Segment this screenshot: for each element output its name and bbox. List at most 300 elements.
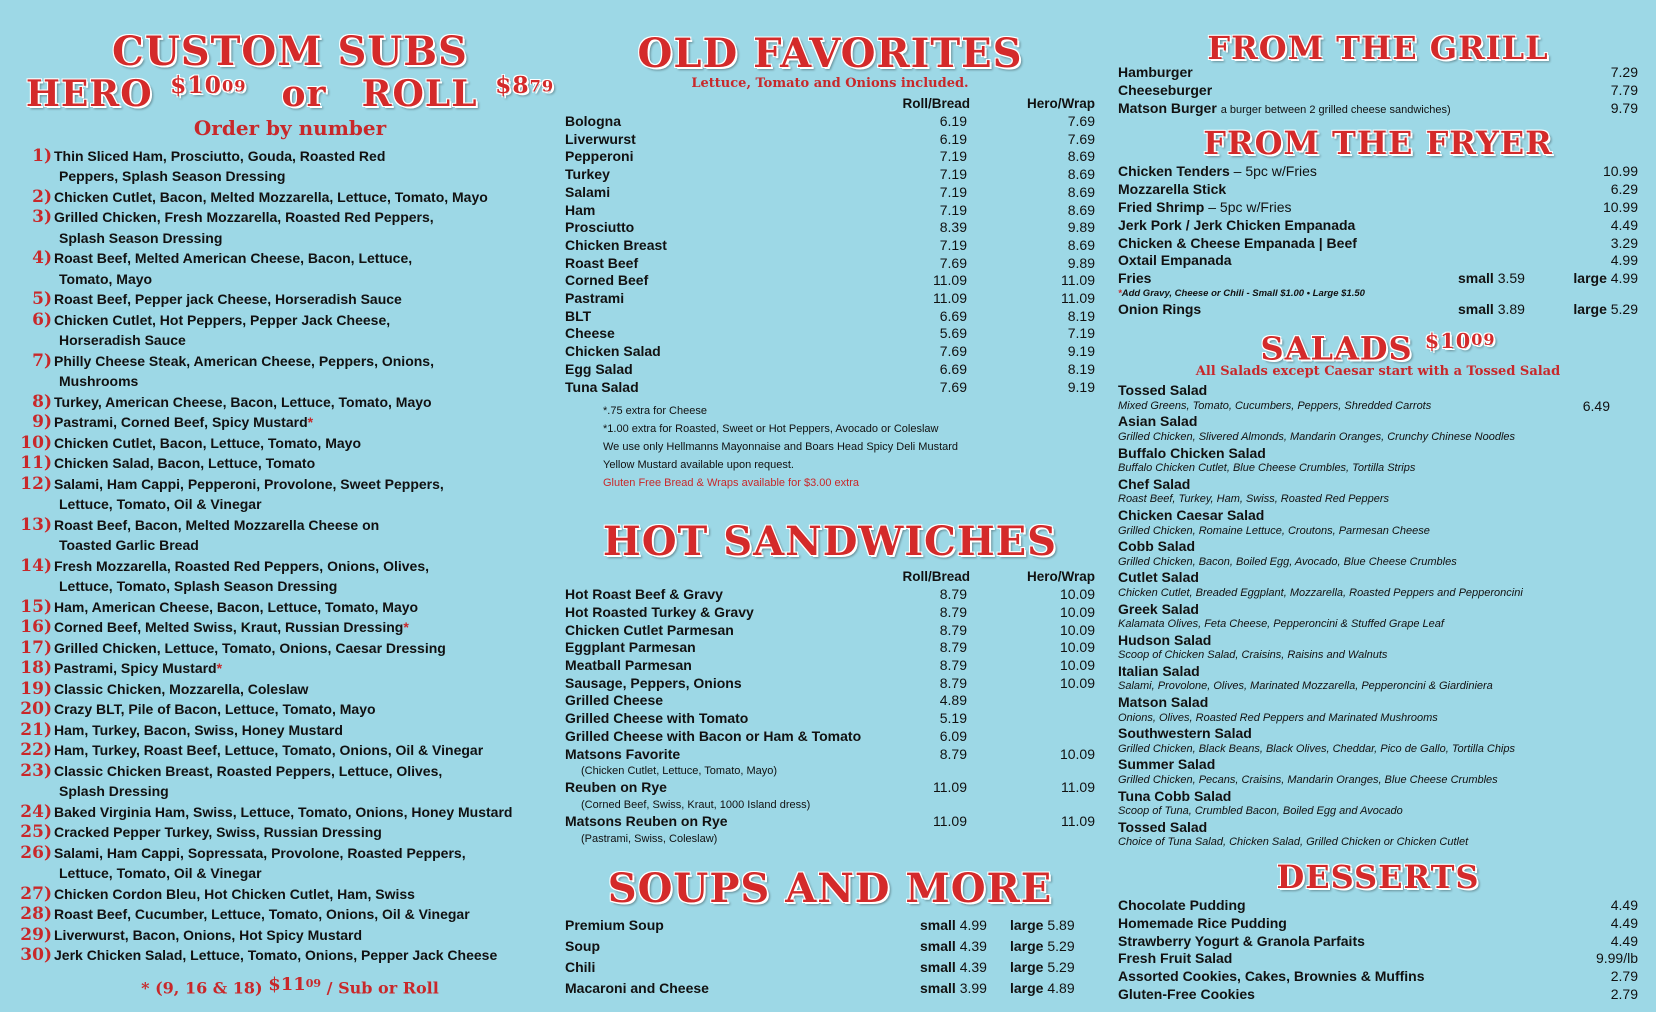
hot-sandwiches-header <box>565 568 1095 586</box>
sub-number: 10) <box>20 432 52 453</box>
salad-desc-row <box>1118 804 1638 820</box>
footer-prefix: * (9, 16 & 18) <box>141 978 263 998</box>
custom-subs-footer <box>20 974 560 998</box>
hot-sandwich-roll-price: 6.09 <box>939 727 967 744</box>
sub-item-line <box>20 330 560 351</box>
hot-sandwich-row <box>565 779 1095 797</box>
footer-suffix: / Sub or Roll <box>326 978 439 998</box>
sub-star: * <box>403 619 409 636</box>
salad-desc: Scoop of Tuna, Crumbled Bacon, Boiled Egg and Avocado <box>1118 805 1403 818</box>
soup-large <box>1010 936 1095 957</box>
old-fav-hero-price: 7.69 <box>1067 113 1095 129</box>
sub-number: 29) <box>20 924 52 945</box>
footer-cents: 09 <box>305 976 322 990</box>
salad-name-row <box>1118 570 1638 586</box>
salad-desc: Grilled Chicken, Bacon, Boiled Egg, Avocado, Blue Cheese Crumbles <box>1118 555 1457 568</box>
salad-item <box>1118 695 1638 726</box>
grill-price: 7.29 <box>1610 64 1638 80</box>
fryer-price: 10.99 <box>1602 163 1638 180</box>
sub-item-line <box>20 822 560 843</box>
col-hero-wrap: Hero/Wrap <box>1026 569 1095 585</box>
salad-desc: Grilled Chicken, Pecans, Craisins, Mandarin Oranges, Blue Cheese Crumbles <box>1118 774 1498 787</box>
salad-desc-row <box>1118 679 1638 695</box>
hot-sandwich-roll-price: 11.09 <box>933 779 967 796</box>
fryer-row <box>1118 252 1638 270</box>
sub-item-line <box>20 515 560 536</box>
sub-item <box>20 515 560 556</box>
hot-sandwich-hero-price: 10.09 <box>1059 621 1095 638</box>
small-label: small <box>920 958 956 975</box>
salad-name-row <box>1118 695 1638 711</box>
hot-sandwich-row <box>565 813 1095 831</box>
old-fav-row <box>565 202 1095 220</box>
salad-desc: Salami, Provolone, Olives, Marinated Mozzarella, Pepperoncini & Giardiniera <box>1118 680 1493 693</box>
old-fav-row <box>565 290 1095 308</box>
salad-name-row <box>1118 477 1638 493</box>
hot-sandwich-hero-price <box>967 692 1095 710</box>
hot-sandwich-row <box>565 692 1095 710</box>
old-fav-hero-price: 8.69 <box>1067 166 1095 183</box>
dessert-name: Fresh Fruit Salad <box>1118 950 1233 967</box>
sub-number: 11) <box>20 453 52 474</box>
salad-desc: Onions, Olives, Roasted Red Peppers and Marinated Mushrooms <box>1118 711 1438 724</box>
old-fav-roll-price: 6.69 <box>939 360 967 377</box>
salad-item <box>1118 820 1638 851</box>
sub-ingredients: Toasted Garlic Bread <box>59 537 199 554</box>
hot-sandwiches-title: HOT SANDWICHES <box>602 518 1058 566</box>
fries-row <box>1118 270 1638 288</box>
fryer-name <box>1118 217 1611 235</box>
soup-name: Chili <box>565 958 596 975</box>
grill-name <box>1118 82 1611 100</box>
sub-number: 4) <box>32 248 52 269</box>
sub-item-line <box>20 412 560 433</box>
soup-name: Soup <box>565 937 600 954</box>
soup-small <box>920 936 1010 957</box>
sub-ingredients: Roast Beef, Melted American Cheese, Bacon, Lettuce, <box>54 250 413 267</box>
soup-row <box>565 957 1095 978</box>
salad-desc: Roast Beef, Turkey, Ham, Swiss, Roasted Red Peppers <box>1118 493 1390 506</box>
large-label: large <box>1010 958 1044 975</box>
or-label: or <box>281 72 327 115</box>
old-fav-name: Ham <box>565 201 596 218</box>
salad-item <box>1118 477 1638 508</box>
hot-sandwich-name: Matsons Reuben on Rye <box>565 812 728 829</box>
sub-item <box>20 925 560 946</box>
sub-ingredients: Lettuce, Tomato, Splash Season Dressing <box>59 578 338 595</box>
soup-large-price: 4.89 <box>1047 979 1075 996</box>
sub-ingredients: Crazy BLT, Pile of Bacon, Lettuce, Tomato, Mayo <box>54 701 376 718</box>
sub-item <box>20 351 560 392</box>
sub-number: 20) <box>20 699 52 720</box>
dessert-name: Gluten-Free Cookies <box>1118 986 1255 1002</box>
sub-item <box>20 945 560 966</box>
old-fav-hero-price: 11.09 <box>1061 290 1095 307</box>
fryer-row <box>1118 199 1638 217</box>
hot-sandwich-row <box>565 586 1095 604</box>
salad-item <box>1118 539 1638 570</box>
old-fav-roll-price: 6.19 <box>939 130 967 147</box>
hero-label: HERO <box>25 72 153 115</box>
fryer-price: 3.29 <box>1610 234 1638 251</box>
sub-item-line <box>20 904 560 925</box>
salad-name: Summer Salad <box>1118 756 1216 773</box>
sub-ingredients: Grilled Chicken, Fresh Mozzarella, Roasted Red Peppers, <box>54 209 434 226</box>
salad-item <box>1118 633 1638 664</box>
fryer-item-name: Chicken & Cheese Empanada | Beef <box>1118 234 1357 251</box>
sub-ingredients: Pastrami, Corned Beef, Spicy Mustard <box>54 414 308 431</box>
old-fav-row <box>565 113 1095 131</box>
sub-item <box>20 453 560 474</box>
sub-number: 18) <box>20 658 52 679</box>
sub-item <box>20 720 560 741</box>
old-fav-hero-price: 8.19 <box>1067 360 1095 377</box>
old-fav-row <box>565 131 1095 149</box>
sub-item-line <box>20 474 560 495</box>
salad-name-row <box>1118 633 1638 649</box>
sub-ingredients: Chicken Cutlet, Bacon, Melted Mozzarella, Lettuce, Tomato, Mayo <box>54 188 488 205</box>
dessert-price: 2.79 <box>1610 986 1638 1002</box>
sub-ingredients: Pastrami, Spicy Mustard <box>54 660 217 677</box>
old-fav-name: Chicken Salad <box>565 343 661 360</box>
dessert-name: Chocolate Pudding <box>1118 897 1246 914</box>
old-fav-name: Egg Salad <box>565 360 633 377</box>
sub-item-line <box>20 146 560 167</box>
sub-item <box>20 187 560 208</box>
sub-item-line <box>20 535 560 556</box>
grill-item-name: Hamburger <box>1118 64 1193 80</box>
sub-item <box>20 740 560 761</box>
salad-desc: Grilled Chicken, Romaine Lettuce, Croutons, Parmesan Cheese <box>1118 524 1430 537</box>
roll-price-dollars: $8 <box>495 71 530 99</box>
salad-desc-row <box>1118 399 1638 415</box>
sub-number: 26) <box>20 842 52 863</box>
sub-item-line <box>20 925 560 946</box>
old-fav-hero-price: 7.19 <box>1067 325 1095 342</box>
dessert-price: 4.49 <box>1610 914 1638 931</box>
old-fav-name: BLT <box>565 307 592 324</box>
hot-sandwich-row <box>565 728 1095 746</box>
old-fav-name: Pepperoni <box>565 148 634 165</box>
old-fav-name: Prosciutto <box>565 219 635 236</box>
old-fav-name: Bologna <box>565 113 621 129</box>
sub-number: 14) <box>20 555 52 576</box>
desserts-list <box>1118 897 1638 1004</box>
dessert-name: Homemade Rice Pudding <box>1118 914 1287 931</box>
old-fav-hero-price: 11.09 <box>1061 272 1095 289</box>
large-label: large <box>1010 937 1044 954</box>
hot-sandwich-roll-price: 5.19 <box>939 710 967 727</box>
sub-ingredients: Peppers, Splash Season Dressing <box>59 168 286 185</box>
sub-item <box>20 761 560 802</box>
sub-item <box>20 884 560 905</box>
footer-dollars: $11 <box>268 973 306 995</box>
sub-ingredients: Ham, American Cheese, Bacon, Lettuce, Tomato, Mayo <box>54 598 419 615</box>
fryer-name <box>1118 252 1611 270</box>
sub-ingredients: Ham, Turkey, Roast Beef, Lettuce, Tomato, Onions, Oil & Vinegar <box>54 742 484 759</box>
salad-name: Tossed Salad <box>1118 818 1208 835</box>
old-fav-row <box>565 237 1095 255</box>
sub-ingredients: Classic Chicken Breast, Roasted Peppers, Lettuce, Olives, <box>54 762 443 779</box>
fryer-name <box>1118 163 1603 181</box>
sub-item-line <box>20 802 560 823</box>
soup-row <box>565 936 1095 957</box>
old-fav-hero-price: 9.19 <box>1067 343 1095 360</box>
salad-desc-row <box>1118 524 1638 540</box>
soup-row <box>565 978 1095 999</box>
sub-item-line <box>20 166 560 187</box>
fryer-row <box>1118 163 1638 181</box>
hot-sandwich-row <box>565 657 1095 675</box>
grill-note: a burger between 2 grilled cheese sandwiches) <box>1220 103 1451 116</box>
salad-item <box>1118 414 1638 445</box>
salad-item <box>1118 602 1638 633</box>
sub-number: 28) <box>20 904 52 925</box>
sub-item-line <box>20 556 560 577</box>
fryer-row <box>1118 235 1638 253</box>
soup-name: Macaroni and Cheese <box>565 979 709 996</box>
old-fav-row <box>565 379 1095 397</box>
hot-sandwich-name: Sausage, Peppers, Onions <box>565 674 742 691</box>
fries-name: Fries <box>1118 270 1152 287</box>
old-fav-name: Salami <box>565 183 611 200</box>
dessert-price: 9.99/lb <box>1595 950 1638 967</box>
sub-number: 19) <box>20 678 52 699</box>
sub-item-line <box>20 720 560 741</box>
sub-star: * <box>216 660 223 677</box>
salad-name: Chef Salad <box>1118 475 1191 492</box>
hot-sandwich-roll-price: 8.79 <box>939 639 967 656</box>
old-fav-roll-price: 7.19 <box>939 148 967 165</box>
hot-sandwich-name: Reuben on Rye <box>565 779 667 796</box>
old-fav-roll-price: 11.09 <box>933 272 967 289</box>
old-fav-hero-price: 7.69 <box>1067 130 1095 147</box>
fryer-row <box>1118 217 1638 235</box>
custom-subs-list <box>20 146 560 966</box>
sub-ingredients: Horseradish Sauce <box>59 332 186 349</box>
sub-item-line <box>20 392 560 413</box>
grill-title: FROM THE GRILL <box>1207 29 1549 67</box>
salad-name: Italian Salad <box>1118 662 1200 679</box>
hot-sandwich-hero-price <box>967 728 1095 746</box>
fryer-item-name: Jerk Pork / Jerk Chicken Empanada <box>1118 216 1356 233</box>
sub-item-line <box>20 228 560 249</box>
salad-desc-row <box>1118 492 1638 508</box>
hot-sandwich-name: Chicken Cutlet Parmesan <box>565 621 734 638</box>
roll-label: ROLL <box>361 72 478 115</box>
sub-star: * <box>307 414 314 431</box>
old-favorites-notes <box>565 402 1095 474</box>
sub-item-line <box>20 597 560 618</box>
old-fav-roll-price: 11.09 <box>933 290 967 307</box>
sub-ingredients: Mushrooms <box>59 373 139 390</box>
fryer-item-name: Fried Shrimp <box>1118 198 1205 215</box>
sub-ingredients: Roast Beef, Cucumber, Lettuce, Tomato, Onions, Oil & Vinegar <box>54 906 470 923</box>
col-roll-bread: Roll/Bread <box>902 96 970 111</box>
fryer-desc: – 5pc w/Fries <box>1208 198 1292 215</box>
hot-sandwich-row <box>565 675 1095 693</box>
old-fav-roll-price: 7.69 <box>939 254 967 271</box>
sub-number: 27) <box>20 883 52 904</box>
old-fav-name: Liverwurst <box>565 130 636 147</box>
hot-sandwich-name: Eggplant Parmesan <box>565 639 696 656</box>
sub-item-line <box>20 310 560 331</box>
large-label: large <box>1573 300 1607 317</box>
sub-ingredients: Chicken Cutlet, Bacon, Lettuce, Tomato, Mayo <box>54 434 362 451</box>
sub-number: 12) <box>20 473 52 494</box>
grill-item-name: Matson Burger <box>1118 99 1217 116</box>
old-fav-roll-price: 7.19 <box>939 166 967 183</box>
sub-item-line <box>20 781 560 802</box>
sub-item <box>20 617 560 638</box>
hot-sandwich-hero-price: 11.09 <box>1061 779 1095 796</box>
salad-name: Cutlet Salad <box>1118 569 1199 586</box>
old-fav-row <box>565 272 1095 290</box>
salad-desc: Buffalo Chicken Cutlet, Blue Cheese Crumbles, Tortilla Strips <box>1118 462 1416 475</box>
salad-item <box>1118 446 1638 477</box>
sub-ingredients: Splash Dressing <box>59 783 169 800</box>
old-fav-hero-price: 9.89 <box>1067 254 1095 271</box>
hero-price-cents: 09 <box>221 76 247 96</box>
onion-rings-row <box>1118 301 1638 319</box>
old-fav-roll-price: 6.19 <box>939 113 967 129</box>
grill-price: 7.79 <box>1610 81 1638 98</box>
hot-sandwich-hero-price: 10.09 <box>1059 603 1095 620</box>
old-favorites-subtitle: Lettuce, Tomato and Onions included. <box>691 76 969 91</box>
sub-ingredients: Salami, Ham Cappi, Sopressata, Provolone, Roasted Peppers, <box>54 844 466 861</box>
fries-note-star: * <box>1118 287 1122 299</box>
sub-item-line <box>20 658 560 679</box>
salad-desc: Grilled Chicken, Black Beans, Black Olives, Cheddar, Pico de Gallo, Tortilla Chips <box>1118 742 1515 755</box>
sub-item-line <box>20 433 560 454</box>
sub-item <box>20 597 560 618</box>
salads-list <box>1118 383 1638 851</box>
old-fav-roll-price: 7.19 <box>939 183 967 200</box>
sub-item <box>20 412 560 433</box>
old-fav-hero-price: 9.19 <box>1067 378 1095 395</box>
dessert-row <box>1118 950 1638 968</box>
salad-name-row <box>1118 789 1638 805</box>
salad-name-row <box>1118 602 1638 618</box>
hot-sandwich-row <box>565 710 1095 728</box>
sub-ingredients: Grilled Chicken, Lettuce, Tomato, Onions, Caesar Dressing <box>54 639 446 656</box>
onion-large-price: 5.29 <box>1610 300 1638 317</box>
center-column <box>565 0 1095 999</box>
sub-item <box>20 638 560 659</box>
sub-ingredients: Roast Beef, Bacon, Melted Mozzarella Cheese on <box>54 516 380 533</box>
sub-number: 1) <box>32 145 52 166</box>
sub-ingredients: Corned Beef, Melted Swiss, Kraut, Russian Dressing <box>54 619 404 636</box>
soups-list <box>565 915 1095 999</box>
hot-sandwich-hero-price: 10.09 <box>1059 657 1095 674</box>
note: We use only Hellmanns Mayonnaise and Boars Head Spicy Deli Mustard <box>603 441 959 454</box>
sub-item <box>20 904 560 925</box>
sub-number: 5) <box>32 289 52 310</box>
sub-number: 15) <box>20 596 52 617</box>
note: *.75 extra for Cheese <box>603 405 707 418</box>
sub-ingredients: Roast Beef, Pepper jack Cheese, Horseradish Sauce <box>54 291 402 308</box>
sub-number: 24) <box>20 801 52 822</box>
salad-item <box>1118 726 1638 757</box>
soup-small <box>920 978 1010 999</box>
sub-item-line <box>20 289 560 310</box>
hot-sandwich-row <box>565 622 1095 640</box>
hot-sandwich-hero-price: 10.09 <box>1059 674 1095 691</box>
dessert-price: 4.49 <box>1610 897 1638 914</box>
old-fav-hero-price: 8.69 <box>1067 201 1095 218</box>
old-fav-name: Pastrami <box>565 290 625 307</box>
grill-row <box>1118 64 1638 82</box>
salad-name-row <box>1118 414 1638 430</box>
sub-number: 25) <box>20 822 52 843</box>
sub-ingredients: Tomato, Mayo <box>59 270 153 287</box>
sub-ingredients: Salami, Ham Cappi, Pepperoni, Provolone, Sweet Peppers, <box>54 475 444 492</box>
fries-small-price: 3.59 <box>1497 270 1525 287</box>
fryer-list <box>1118 163 1638 270</box>
salad-desc-row <box>1118 773 1638 789</box>
small-label: small <box>1458 300 1494 317</box>
soup-large-price: 5.89 <box>1047 916 1075 933</box>
note: Yellow Mustard available upon request. <box>603 459 794 472</box>
hot-sandwiches-list <box>565 586 1095 846</box>
salad-desc: Chicken Cutlet, Breaded Eggplant, Mozzarella, Roasted Peppers and Pepperoncini <box>1118 586 1523 599</box>
fries-note-text: Add Gravy, Cheese or Chili - Small $1.00 • Large $1.50 <box>1121 287 1365 299</box>
salads-price-dollars: $10 <box>1424 327 1472 353</box>
order-by-number: Order by number <box>193 115 387 140</box>
old-favorites-title: OLD FAVORITES <box>637 30 1023 77</box>
small-label: small <box>920 979 956 996</box>
dessert-name: Strawberry Yogurt & Granola Parfaits <box>1118 932 1365 949</box>
sub-item-line <box>20 187 560 208</box>
dessert-row <box>1118 897 1638 915</box>
salad-desc: Kalamata Olives, Feta Cheese, Pepperoncini & Stuffed Grape Leaf <box>1118 618 1444 631</box>
soup-large-price: 5.29 <box>1047 937 1075 954</box>
fries-note <box>1118 288 1638 299</box>
dessert-row <box>1118 968 1638 986</box>
hot-sandwich-hero-price: 10.09 <box>1059 639 1095 656</box>
sub-number: 8) <box>32 391 52 412</box>
hot-sandwich-roll-price: 8.79 <box>939 657 967 674</box>
fryer-row <box>1118 181 1638 199</box>
salad-desc: Choice of Tuna Salad, Chicken Salad, Grilled Chicken or Chicken Cutlet <box>1118 836 1469 849</box>
dessert-name: Assorted Cookies, Cakes, Brownies & Muffins <box>1118 968 1425 985</box>
sub-number: 13) <box>20 514 52 535</box>
soup-small-price: 4.39 <box>959 958 987 975</box>
large-label: large <box>1010 916 1044 933</box>
salads-price-cents: 09 <box>1471 329 1496 349</box>
sub-number: 17) <box>20 637 52 658</box>
sub-ingredients: Chicken Cordon Bleu, Hot Chicken Cutlet, Ham, Swiss <box>54 885 415 902</box>
salad-name: Southwestern Salad <box>1118 725 1252 742</box>
sub-item-line <box>20 453 560 474</box>
salad-desc: Scoop of Chicken Salad, Craisins, Raisins and Walnuts <box>1118 649 1388 662</box>
sub-ingredients: Chicken Salad, Bacon, Lettuce, Tomato <box>54 455 316 472</box>
large-label: large <box>1010 979 1044 996</box>
old-fav-name: Roast Beef <box>565 254 639 271</box>
salad-desc-row <box>1118 742 1638 758</box>
old-fav-roll-price: 8.39 <box>939 219 967 236</box>
sub-item <box>20 679 560 700</box>
sub-item-line <box>20 884 560 905</box>
sub-item <box>20 289 560 310</box>
sub-item <box>20 822 560 843</box>
salad-name: Greek Salad <box>1118 600 1199 617</box>
old-fav-row <box>565 166 1095 184</box>
soup-large-price: 5.29 <box>1047 958 1075 975</box>
fryer-desc: – 5pc w/Fries <box>1233 163 1317 180</box>
sub-number: 21) <box>20 719 52 740</box>
sub-ingredients: Classic Chicken, Mozzarella, Coleslaw <box>54 680 309 697</box>
